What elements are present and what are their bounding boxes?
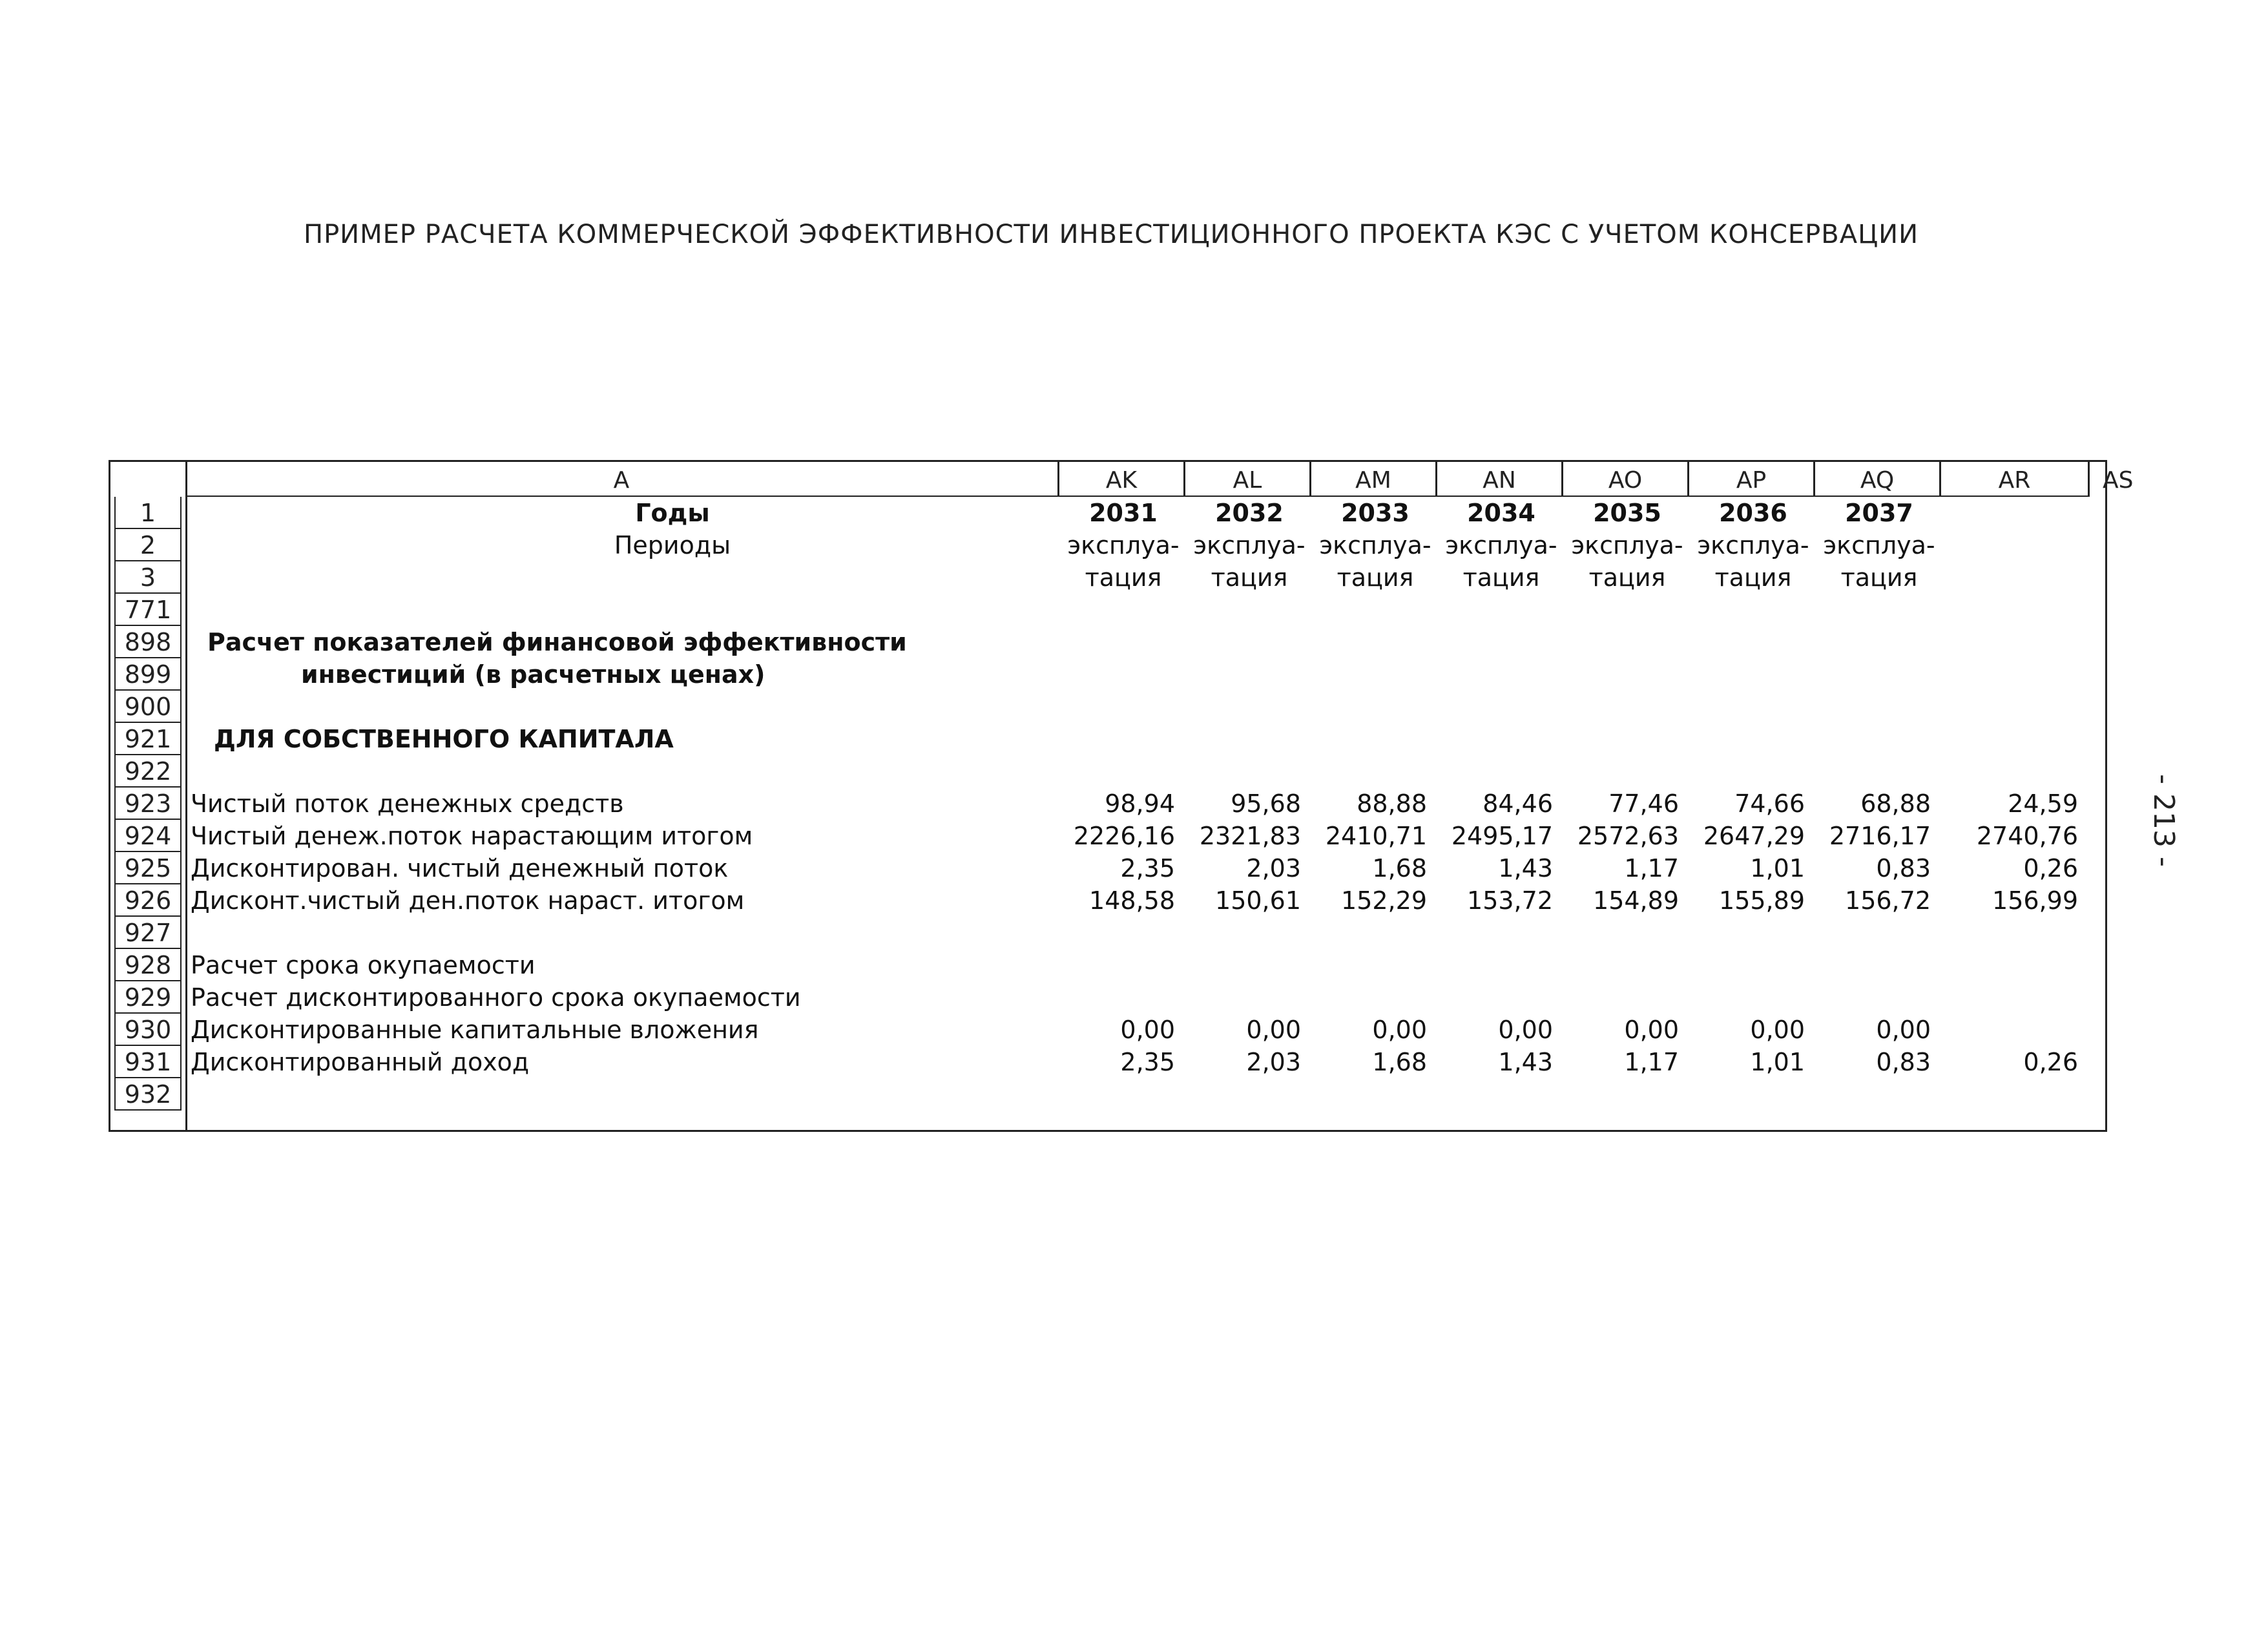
period-line1: эксплуа- xyxy=(1571,531,1683,559)
row-number[interactable]: 927 xyxy=(114,917,182,949)
period-line2: тация xyxy=(1462,563,1540,592)
year-cell: 2035 xyxy=(1593,499,1661,527)
value-cell: 0,83 xyxy=(1876,1048,1931,1076)
years-label: Годы xyxy=(635,499,710,527)
value-cell: 0,00 xyxy=(1372,1016,1427,1044)
value-cell: 2495,17 xyxy=(1451,822,1553,850)
row-number[interactable]: 900 xyxy=(114,691,182,723)
value-cell: 2740,76 xyxy=(1976,822,2078,850)
value-cell: 1,01 xyxy=(1750,1048,1805,1076)
value-cell: 155,89 xyxy=(1719,886,1805,915)
value-cell: 153,72 xyxy=(1467,886,1553,915)
periods-label: Периоды xyxy=(614,531,731,559)
row-number[interactable]: 930 xyxy=(114,1014,182,1046)
row-number[interactable]: 921 xyxy=(114,723,182,755)
row-number[interactable]: 932 xyxy=(114,1078,182,1111)
value-cell: 2,03 xyxy=(1246,854,1301,882)
value-cell: 0,83 xyxy=(1876,854,1931,882)
row-number[interactable]: 923 xyxy=(114,788,182,820)
col-header-ao[interactable]: AO xyxy=(1561,462,1687,497)
period-line1: эксплуа- xyxy=(1823,531,1935,559)
value-cell: 68,88 xyxy=(1860,789,1931,818)
row-number[interactable]: 1 xyxy=(114,497,182,529)
col-header-aq[interactable]: AQ xyxy=(1813,462,1939,497)
equity-title: ДЛЯ СОБСТВЕННОГО КАПИТАЛА xyxy=(214,725,674,753)
row-label: Чистый денеж.поток нарастающим итогом xyxy=(191,822,753,850)
row-number[interactable]: 924 xyxy=(114,820,182,852)
col-header-as-label: AS xyxy=(2103,467,2134,494)
value-cell: 0,26 xyxy=(2023,1048,2078,1076)
row-label: Дисконт.чистый ден.поток нараст. итогом xyxy=(191,886,745,915)
period-line2: тация xyxy=(1588,563,1666,592)
value-cell: 88,88 xyxy=(1357,789,1427,818)
row-number[interactable]: 931 xyxy=(114,1046,182,1078)
period-line2: тация xyxy=(1714,563,1792,592)
disc-payback-title: Расчет дисконтированного срока окупаемости xyxy=(191,983,801,1012)
page-number: - 213 - xyxy=(2147,774,2180,867)
period-line1: эксплуа- xyxy=(1445,531,1557,559)
value-cell: 0,00 xyxy=(1624,1016,1679,1044)
row-number[interactable]: 922 xyxy=(114,755,182,788)
col-header-al[interactable]: AL xyxy=(1183,462,1309,497)
year-cell: 2036 xyxy=(1719,499,1787,527)
row-number[interactable]: 926 xyxy=(114,884,182,917)
value-cell: 0,26 xyxy=(2023,854,2078,882)
period-line1: эксплуа- xyxy=(1697,531,1809,559)
value-cell: 1,68 xyxy=(1372,854,1427,882)
value-cell: 98,94 xyxy=(1105,789,1175,818)
col-header-as[interactable] xyxy=(2088,462,2134,497)
document-title: ПРИМЕР РАСЧЕТА КОММЕРЧЕСКОЙ ЭФФЕКТИВНОСТИ ИНВЕСТИЦИОННОГО ПРОЕКТА КЭС С УЧЕТОМ КОНСЕРВАЦИИ xyxy=(303,220,1919,249)
year-cell: 2034 xyxy=(1467,499,1535,527)
value-cell: 156,72 xyxy=(1845,886,1931,915)
row-number[interactable]: 771 xyxy=(114,594,182,626)
year-cell: 2032 xyxy=(1215,499,1284,527)
value-cell: 1,17 xyxy=(1624,854,1679,882)
period-line2: тация xyxy=(1337,563,1414,592)
row-number[interactable]: 3 xyxy=(114,561,182,594)
value-cell: 84,46 xyxy=(1483,789,1553,818)
row-label: Дисконтирован. чистый денежный поток xyxy=(191,854,729,882)
spreadsheet xyxy=(109,460,2134,1132)
col-header-ap[interactable]: AP xyxy=(1687,462,1813,497)
period-line2: тация xyxy=(1085,563,1162,592)
value-cell: 2716,17 xyxy=(1829,822,1931,850)
year-cell: 2037 xyxy=(1845,499,1913,527)
value-cell: 150,61 xyxy=(1215,886,1301,915)
value-cell: 0,00 xyxy=(1750,1016,1805,1044)
value-cell: 148,58 xyxy=(1089,886,1175,915)
value-cell: 1,68 xyxy=(1372,1048,1427,1076)
year-cell: 2033 xyxy=(1341,499,1410,527)
value-cell: 156,99 xyxy=(1992,886,2078,915)
value-cell: 74,66 xyxy=(1734,789,1805,818)
value-cell: 1,43 xyxy=(1498,1048,1553,1076)
value-cell: 2,35 xyxy=(1120,854,1175,882)
period-line1: эксплуа- xyxy=(1067,531,1180,559)
col-header-an[interactable]: AN xyxy=(1435,462,1561,497)
year-cell: 2031 xyxy=(1089,499,1158,527)
value-cell: 154,89 xyxy=(1593,886,1679,915)
value-cell: 1,43 xyxy=(1498,854,1553,882)
value-cell: 24,59 xyxy=(2008,789,2078,818)
value-cell: 2,35 xyxy=(1120,1048,1175,1076)
payback-title: Расчет срока окупаемости xyxy=(191,951,536,979)
value-cell: 2410,71 xyxy=(1325,822,1427,850)
col-header-am[interactable]: AM xyxy=(1309,462,1435,497)
value-cell: 2647,29 xyxy=(1703,822,1805,850)
row-number[interactable]: 898 xyxy=(114,626,182,658)
col-header-ar[interactable]: AR xyxy=(1939,462,2088,497)
calc-title-line2: инвестиций (в расчетных ценах) xyxy=(301,660,765,689)
value-cell: 0,00 xyxy=(1246,1016,1301,1044)
value-cell: 0,00 xyxy=(1120,1016,1175,1044)
value-cell: 0,00 xyxy=(1876,1016,1931,1044)
value-cell: 1,17 xyxy=(1624,1048,1679,1076)
col-header-a[interactable]: A xyxy=(185,462,1057,497)
period-line1: эксплуа- xyxy=(1319,531,1431,559)
row-number[interactable]: 899 xyxy=(114,658,182,691)
row-label: Чистый поток денежных средств xyxy=(191,789,624,818)
row-number[interactable]: 925 xyxy=(114,852,182,884)
row-number[interactable]: 929 xyxy=(114,981,182,1014)
value-cell: 77,46 xyxy=(1608,789,1679,818)
value-cell: 0,00 xyxy=(1498,1016,1553,1044)
value-cell: 95,68 xyxy=(1231,789,1301,818)
row-label: Дисконтированный доход xyxy=(191,1048,530,1076)
row-number[interactable]: 928 xyxy=(114,949,182,981)
value-cell: 2,03 xyxy=(1246,1048,1301,1076)
value-cell: 2572,63 xyxy=(1577,822,1679,850)
period-line1: эксплуа- xyxy=(1193,531,1306,559)
value-cell: 1,01 xyxy=(1750,854,1805,882)
value-cell: 2321,83 xyxy=(1199,822,1301,850)
value-cell: 152,29 xyxy=(1341,886,1427,915)
period-line2: тация xyxy=(1211,563,1288,592)
row-number[interactable]: 2 xyxy=(114,529,182,561)
row-label: Дисконтированные капитальные вложения xyxy=(191,1016,759,1044)
col-header-ak[interactable]: AK xyxy=(1057,462,1183,497)
calc-title-line1: Расчет показателей финансовой эффективности xyxy=(207,628,907,656)
value-cell: 2226,16 xyxy=(1073,822,1175,850)
period-line2: тация xyxy=(1840,563,1918,592)
